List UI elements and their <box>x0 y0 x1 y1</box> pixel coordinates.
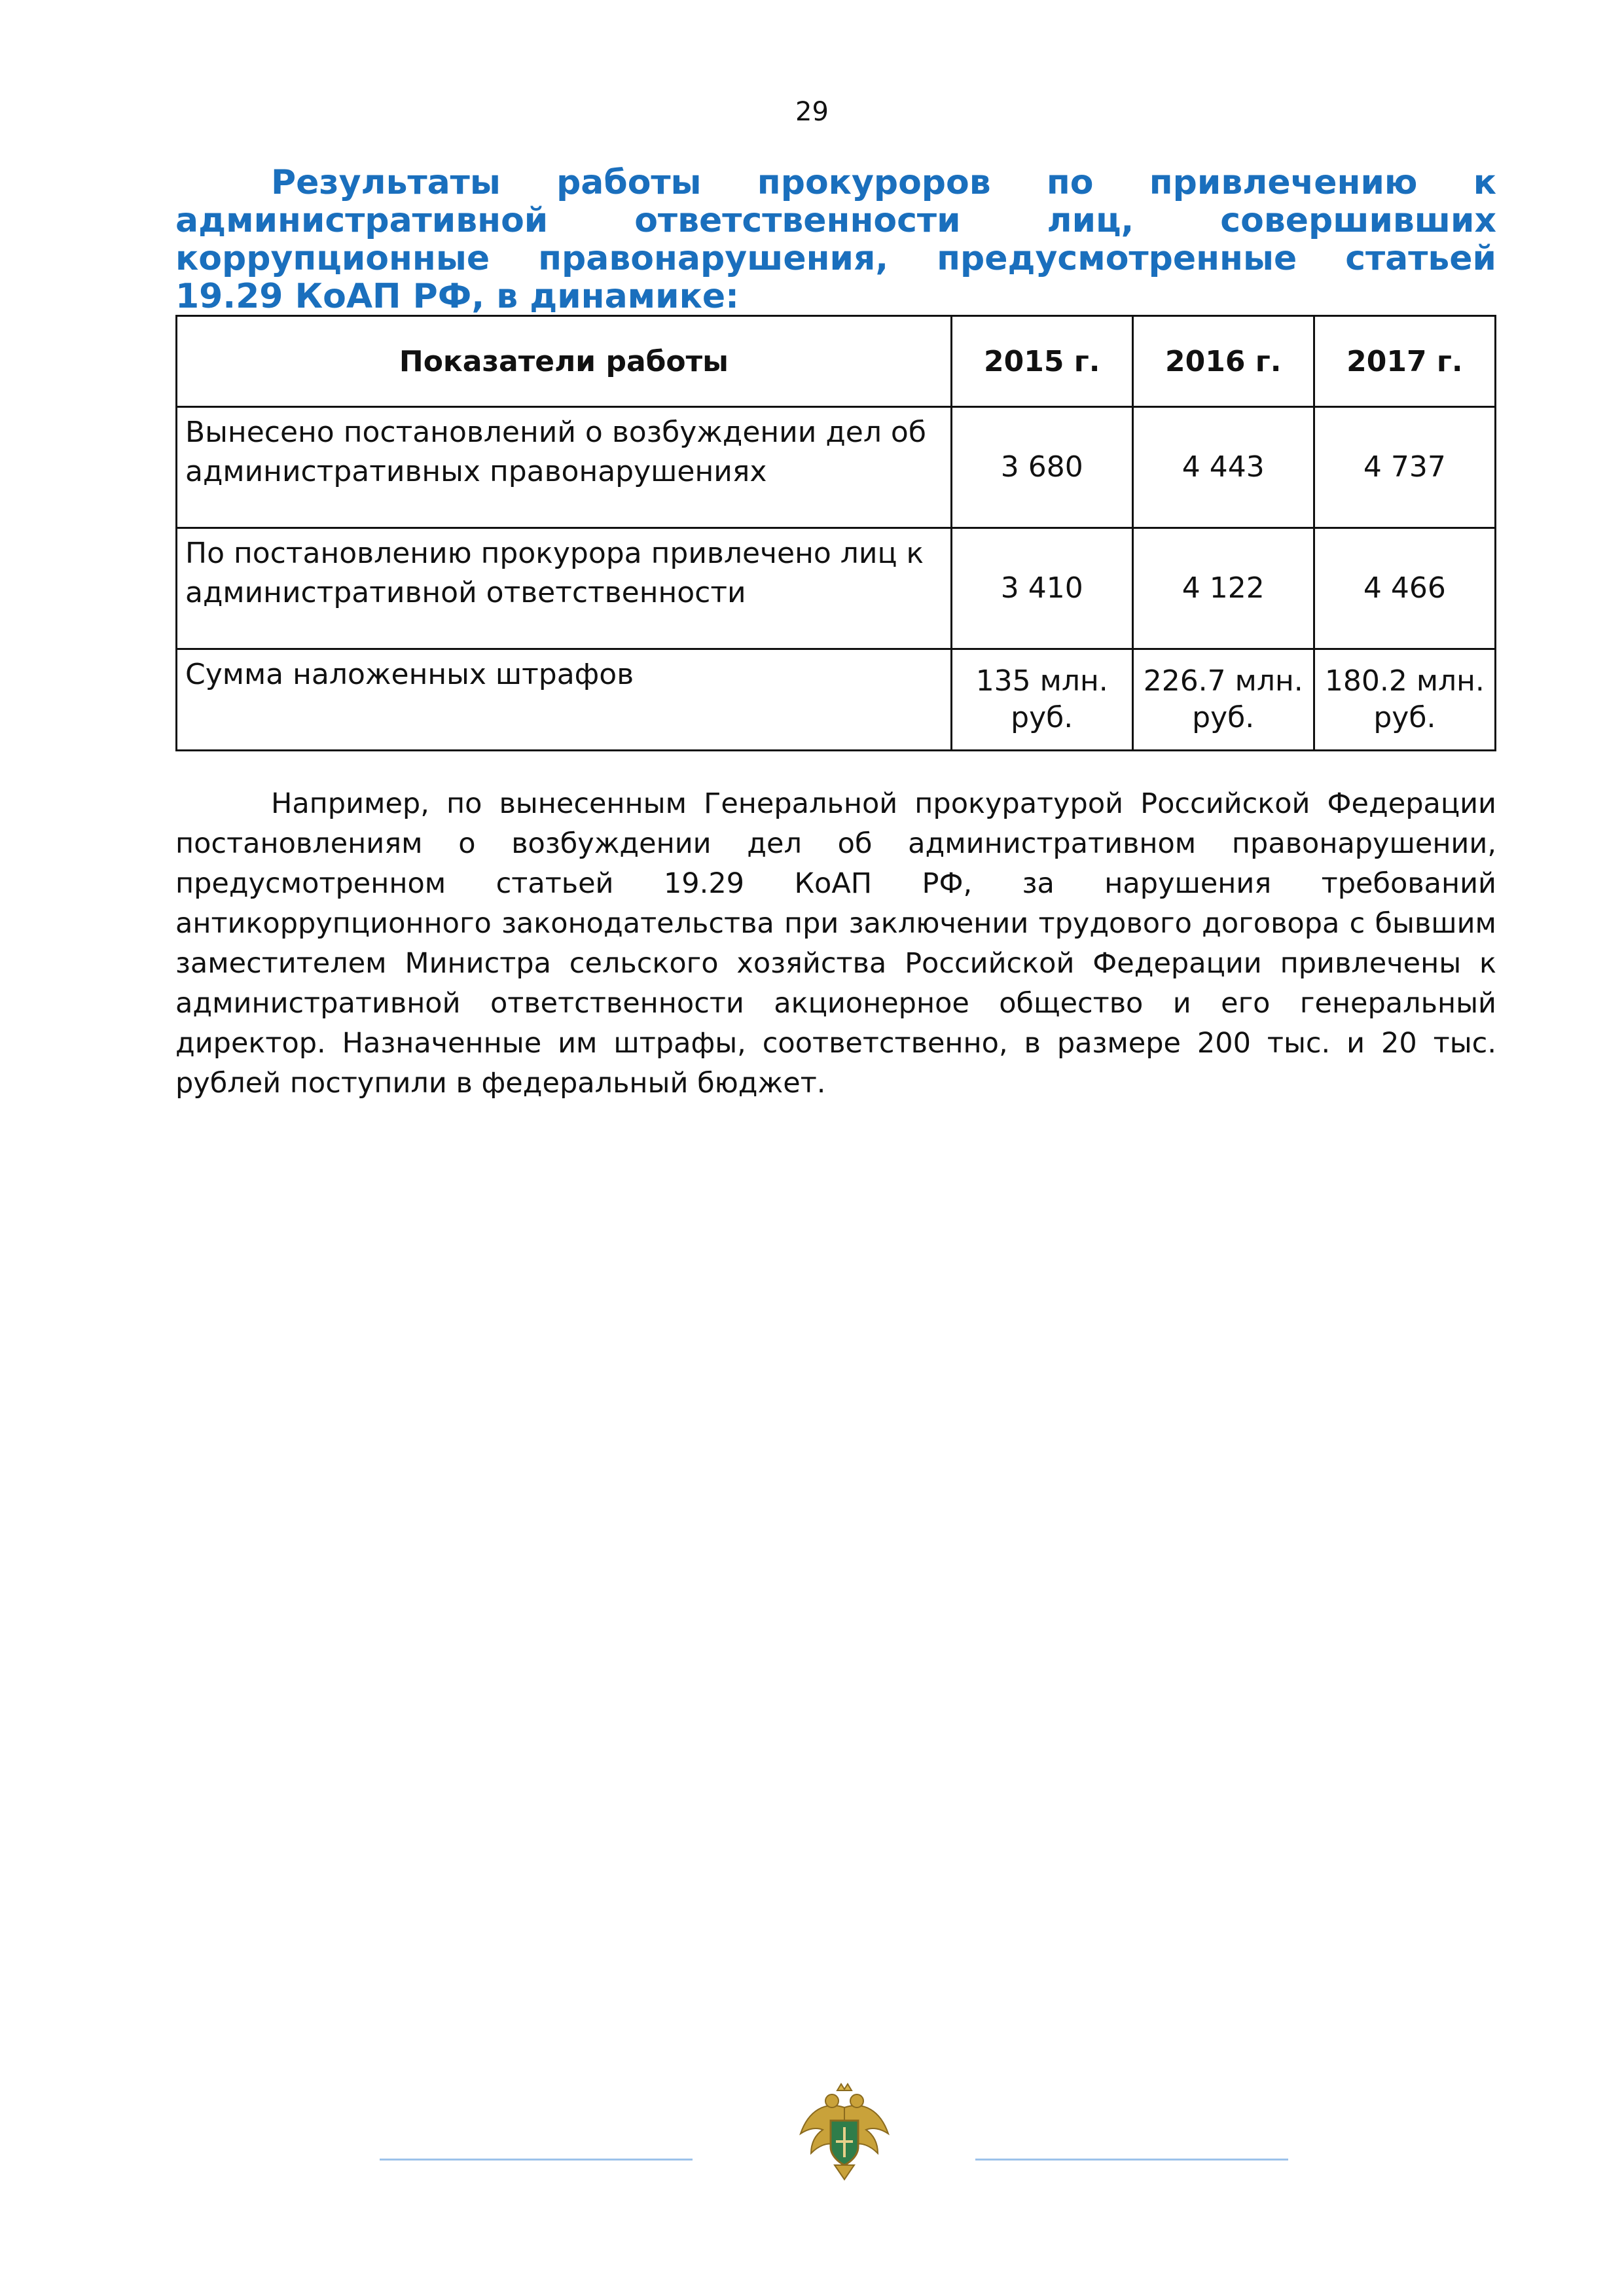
cell-value: 226.7 млн. руб. <box>1132 649 1314 751</box>
cell-value: 135 млн. руб. <box>951 649 1132 751</box>
header-2015: 2015 г. <box>951 316 1132 407</box>
prosecutor-emblem-icon <box>789 2081 900 2186</box>
header-2016: 2016 г. <box>1132 316 1314 407</box>
cell-value: 180.2 млн. руб. <box>1314 649 1495 751</box>
table-row <box>177 528 1496 649</box>
footer-divider-left <box>380 2159 693 2161</box>
row-label: Сумма наложенных штрафов <box>177 649 952 751</box>
body-paragraph: Например, по вынесенным Генеральной прокуратурой Российской Федерации постановлениям о возбуждении дел об административном правонарушении, предусмотренном статьей 19.29 КоАП РФ, за нарушения требований антикоррупционного законодательства при заключении трудового договора с бывшим заместителем Министра сельского хозяйства Российской Федерации привлечены к административной ответственности акционерное общество и его генеральный директор. Назначенные им штрафы, соответственно, в размере 200 тыс. и 20 тыс. рублей поступили в федеральный бюджет. <box>175 787 1496 1100</box>
cell-value: 4 466 <box>1314 528 1495 649</box>
section-heading: Результаты работы прокуроров по привлечению к административной ответственности лиц, совершивших коррупционные правонарушения, предусмотренные статьей 19.29 КоАП РФ, в динамике: <box>175 163 1496 316</box>
table-row <box>177 407 1496 528</box>
cell-value: 4 443 <box>1132 407 1314 528</box>
footer-divider-right <box>975 2159 1288 2161</box>
table-header-row <box>177 316 1496 407</box>
table-row <box>177 649 1496 751</box>
cell-value: 4 122 <box>1132 528 1314 649</box>
header-indicators: Показатели работы <box>177 316 952 407</box>
header-2017: 2017 г. <box>1314 316 1495 407</box>
page-number: 29 <box>795 97 829 127</box>
row-label: По постановлению прокурора привлечено лиц к административной ответственности <box>177 528 952 649</box>
cell-value: 3 680 <box>951 407 1132 528</box>
row-label: Вынесено постановлений о возбуждении дел об административных правонарушениях <box>177 407 952 528</box>
results-table <box>175 315 1496 751</box>
cell-value: 3 410 <box>951 528 1132 649</box>
cell-value: 4 737 <box>1314 407 1495 528</box>
